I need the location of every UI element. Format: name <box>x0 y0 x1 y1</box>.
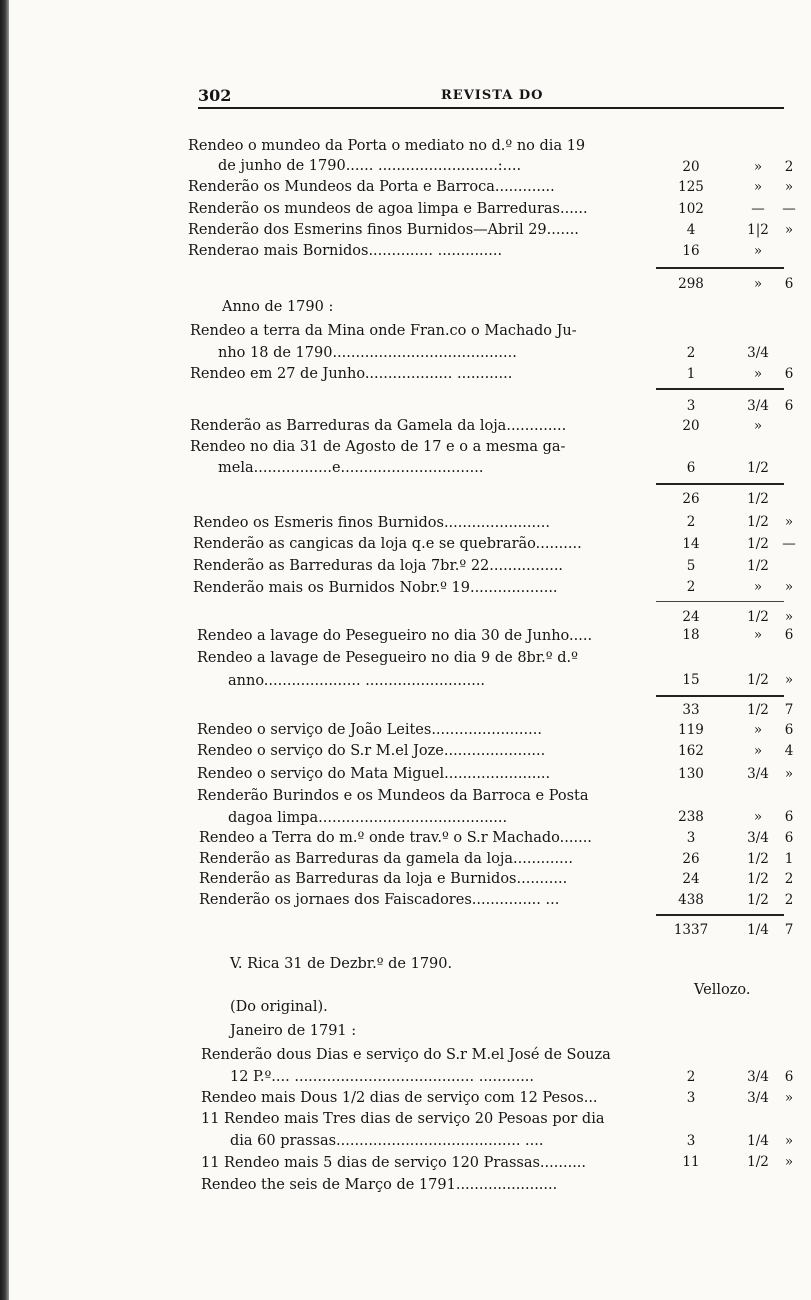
ledger-line: Renderão os mundeos de agoa limpa e Barreduras...... <box>188 201 588 217</box>
amount-cell: 3/4 <box>747 830 769 846</box>
amount-cell: 1/2 <box>747 514 769 530</box>
amount-cell: » <box>784 579 794 595</box>
amount-cell: 2 <box>784 159 794 175</box>
ledger-line: Rendeo em 27 de Junho................... ............ <box>190 366 513 382</box>
ledger-line: 12 P.º.... ....................................... ............ <box>230 1069 535 1085</box>
amount-cell: » <box>753 809 763 825</box>
amount-cell: » <box>753 179 763 195</box>
header-rule <box>198 107 784 109</box>
ledger-line: nho 18 de 1790........................................ <box>218 345 517 361</box>
subtotal-cell: » <box>784 609 794 625</box>
amount-cell: 4 <box>784 743 794 759</box>
ledger-line: Renderão mais os Burnidos Nobr.º 19................... <box>193 580 558 596</box>
subtotal-cell: 1/2 <box>747 491 769 507</box>
ledger-line: Rendeo a Terra do m.º onde trav.º o S.r Machado....... <box>199 830 592 846</box>
amount-cell: 16 <box>682 243 700 259</box>
ledger-line: Renderão as Barreduras da loja 7br.º 22................ <box>193 558 564 574</box>
place-date-line: V. Rica 31 de Dezbr.º de 1790. <box>230 956 453 972</box>
ledger-line: Rendeo no dia 31 de Agosto de 17 e o a mesma ga- <box>190 439 566 455</box>
amount-cell: » <box>784 1090 794 1106</box>
amount-cell: 14 <box>682 536 700 552</box>
ledger-line: Rendeo o serviço de João Leites........................ <box>197 722 542 738</box>
amount-cell: — <box>782 536 796 552</box>
subtotal-cell: 298 <box>678 276 704 292</box>
amount-cell: 1 <box>784 851 794 867</box>
amount-cell: 130 <box>678 766 704 782</box>
ledger-line: Renderao mais Bornidos.............. .............. <box>188 243 503 259</box>
amount-cell: 1/2 <box>747 851 769 867</box>
amount-cell: 3/4 <box>747 1069 769 1085</box>
amount-cell: 162 <box>678 743 704 759</box>
grand-total-cell: 7 <box>784 922 794 938</box>
amount-cell: 119 <box>678 722 704 738</box>
subtotal-cell: » <box>753 276 763 292</box>
amount-cell: 1/2 <box>747 536 769 552</box>
ledger-line: Renderão as cangicas da loja q.e se quebrarão.......... <box>193 536 582 552</box>
amount-cell: 15 <box>682 672 700 688</box>
amount-cell: 2 <box>686 345 696 361</box>
amount-cell: » <box>784 1133 794 1149</box>
ledger-line: Renderão dous Dias e serviço do S.r M.el José de Souza <box>201 1047 611 1063</box>
amount-cell: 5 <box>686 558 696 574</box>
ledger-line: de junho de 1790...... ..........................:.... <box>218 158 522 174</box>
ledger-line: Rendeo a lavage de Pesegueiro no dia 9 de 8br.º d.º <box>197 650 578 666</box>
ledger-line: mela.................e............................... <box>218 460 484 476</box>
amount-cell: 1/2 <box>747 558 769 574</box>
amount-cell: 2 <box>686 1069 696 1085</box>
amount-cell: — <box>782 201 796 217</box>
subtotal-cell: 26 <box>682 491 700 507</box>
ledger-line: dagoa limpa......................................... <box>228 810 508 826</box>
subtotal-cell: 1/2 <box>747 609 769 625</box>
amount-cell: 1/2 <box>747 1154 769 1170</box>
ledger-line: Rendeo mais Dous 1/2 dias de serviço com 12 Pesos... <box>201 1090 598 1106</box>
amount-cell: » <box>753 722 763 738</box>
amount-cell: 26 <box>682 851 700 867</box>
section-heading: Anno de 1790 : <box>222 299 334 315</box>
ledger-line: Renderão Burindos e os Mundeos da Barroca e Posta <box>197 788 589 804</box>
amount-cell: 102 <box>678 201 704 217</box>
amount-cell: » <box>784 672 794 688</box>
ledger-line: Renderão as Barreduras da gamela da loja............. <box>199 851 573 867</box>
amount-cell: 3/4 <box>747 766 769 782</box>
amount-cell: » <box>784 766 794 782</box>
ledger-line: Renderão os jornaes dos Faiscadores............... ... <box>199 892 560 908</box>
amount-cell: 1/2 <box>747 892 769 908</box>
amount-cell: 2 <box>784 871 794 887</box>
amount-cell: 438 <box>678 892 704 908</box>
amount-cell: 11 <box>682 1154 700 1170</box>
sum-rule <box>656 483 784 485</box>
ledger-line: Rendeo os Esmeris finos Burnidos....................... <box>193 515 550 531</box>
amount-cell: 3/4 <box>747 1090 769 1106</box>
ledger-line: Rendeo a terra da Mina onde Fran.co o Machado Ju- <box>190 323 577 339</box>
ledger-line: Renderão dos Esmerins finos Burnidos—Abril 29....... <box>188 222 579 238</box>
amount-cell: 6 <box>784 809 794 825</box>
sum-rule <box>656 601 784 602</box>
running-title: REVISTA DO <box>441 88 544 103</box>
section-heading: Janeiro de 1791 : <box>230 1023 357 1039</box>
signature-name: Vellozo. <box>694 982 751 998</box>
amount-cell: 6 <box>784 722 794 738</box>
book-binding-edge <box>0 0 9 1300</box>
amount-cell: 1/2 <box>747 871 769 887</box>
amount-cell: 3 <box>686 830 696 846</box>
amount-cell: 24 <box>682 871 700 887</box>
amount-cell: 125 <box>678 179 704 195</box>
sum-rule <box>656 695 784 697</box>
source-note: (Do original). <box>230 999 328 1015</box>
subtotal-cell: 24 <box>682 609 700 625</box>
amount-cell: 4 <box>686 222 696 238</box>
subtotal-cell: 6 <box>784 276 794 292</box>
ledger-line: 11 Rendeo mais Tres dias de serviço 20 Pesoas por dia <box>201 1111 605 1127</box>
ledger-line: anno..................... .......................... <box>228 673 486 689</box>
amount-cell: » <box>753 418 763 434</box>
ledger-line: Rendeo o serviço do Mata Miguel....................... <box>197 766 551 782</box>
amount-cell: 1/4 <box>747 1133 769 1149</box>
amount-cell: » <box>784 514 794 530</box>
ledger-line: Rendeo o serviço do S.r M.el Joze...................... <box>197 743 546 759</box>
amount-cell: 238 <box>678 809 704 825</box>
amount-cell: » <box>753 743 763 759</box>
subtotal-cell: 33 <box>682 702 700 718</box>
amount-cell: 6 <box>784 627 794 643</box>
amount-cell: 2 <box>686 579 696 595</box>
amount-cell: 1 <box>686 366 696 382</box>
subtotal-cell: 3 <box>686 398 696 414</box>
ledger-line: Rendeo a lavage do Pesegueiro no dia 30 de Junho..... <box>197 628 593 644</box>
amount-cell: 2 <box>686 514 696 530</box>
amount-cell: 6 <box>686 460 696 476</box>
amount-cell: 1/2 <box>747 672 769 688</box>
amount-cell: 3 <box>686 1090 696 1106</box>
amount-cell: » <box>753 579 763 595</box>
amount-cell: 6 <box>784 366 794 382</box>
amount-cell: » <box>784 1154 794 1170</box>
amount-cell: 6 <box>784 830 794 846</box>
amount-cell: 6 <box>784 1069 794 1085</box>
subtotal-cell: 6 <box>784 398 794 414</box>
amount-cell: » <box>784 179 794 195</box>
page-header <box>198 86 784 108</box>
sum-rule <box>656 267 784 269</box>
subtotal-cell: 1/2 <box>747 702 769 718</box>
subtotal-cell: 3/4 <box>747 398 769 414</box>
sum-rule <box>656 388 784 390</box>
amount-cell: 20 <box>682 159 700 175</box>
amount-cell: » <box>784 222 794 238</box>
sum-rule <box>656 914 784 916</box>
subtotal-cell: 7 <box>784 702 794 718</box>
amount-cell: 2 <box>784 892 794 908</box>
ledger-line: dia 60 prassas........................................ .... <box>230 1133 544 1149</box>
ledger-line: Rendeo o mundeo da Porta o mediato no d.º no dia 19 <box>188 138 586 154</box>
amount-cell: » <box>753 627 763 643</box>
amount-cell: 20 <box>682 418 700 434</box>
ledger-line: Rendeo the seis de Março de 1791...................... <box>201 1177 558 1193</box>
amount-cell: » <box>753 243 763 259</box>
amount-cell: 3 <box>686 1133 696 1149</box>
ledger-line: 11 Rendeo mais 5 dias de serviço 120 Prassas.......... <box>201 1155 587 1171</box>
amount-cell: 1/2 <box>747 460 769 476</box>
amount-cell: 1|2 <box>747 222 769 238</box>
amount-cell: 18 <box>682 627 700 643</box>
ledger-line: Renderão as Barreduras da Gamela da loja............. <box>190 418 567 434</box>
page-number: 302 <box>198 86 232 105</box>
amount-cell: » <box>753 366 763 382</box>
amount-cell: — <box>751 201 765 217</box>
grand-total-cell: 1/4 <box>747 922 769 938</box>
ledger-line: Renderão as Barreduras da loja e Burnidos........... <box>199 871 568 887</box>
amount-cell: 3/4 <box>747 345 769 361</box>
grand-total-cell: 1337 <box>673 922 709 938</box>
ledger-line: Renderão os Mundeos da Porta e Barroca............. <box>188 179 555 195</box>
amount-cell: » <box>753 159 763 175</box>
